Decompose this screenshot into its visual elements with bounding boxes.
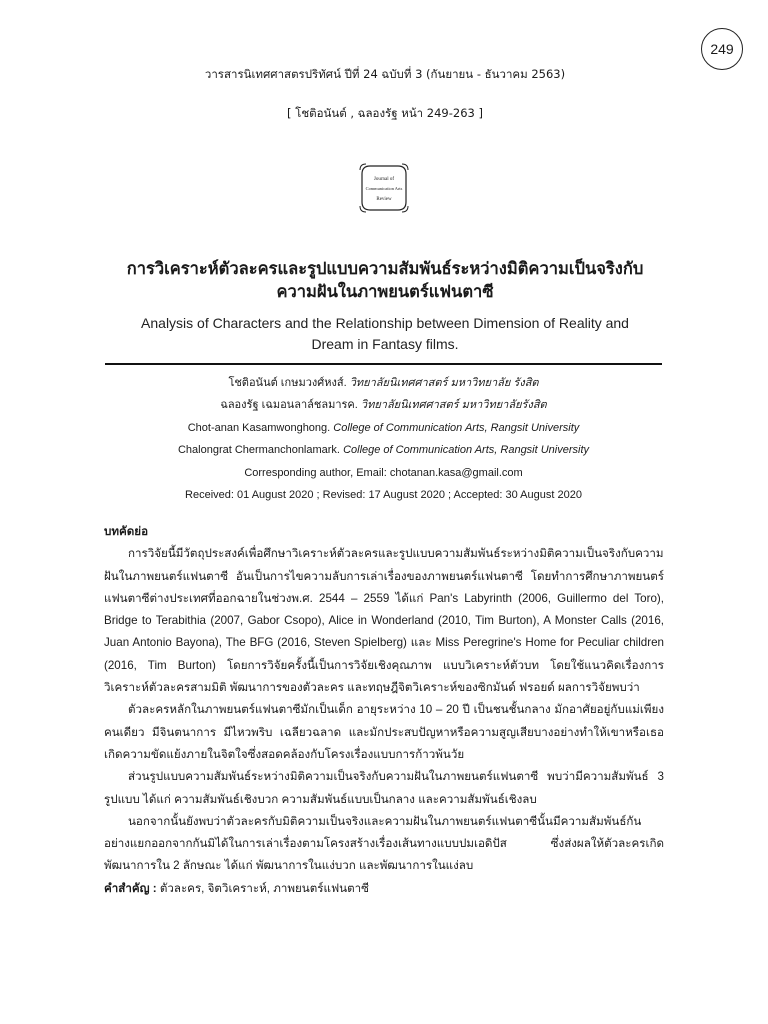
logo-text-line-2: Communication Arts <box>365 186 403 191</box>
author-thai-1-affiliation: วิทยาลัยนิเทศศาสตร์ มหาวิทยาลัย รังสิต <box>349 377 539 389</box>
abstract-paragraph-2: ตัวละครหลักในภาพยนตร์แฟนตาซีมักเป็นเด็ก อายุระหว่าง 10 – 20 ปี เป็นชนชั้นกลาง มักอาศัยอยู่กับแม่เพียงคนเดียว มีจินตนาการ มีไหวพริบ เฉลียวฉลาด และมักประสบปัญหาหรือความสูญเสียบางอย่างทำให้เขาหรือเธอเกิดความขัดแย้งภายในจิตใจซึ่งสอดคล้องกับโครงเรื่องแบบการก้าวพ้นวัย <box>104 703 664 761</box>
abstract-section <box>104 521 664 900</box>
logo-text-line-3: Review <box>376 197 392 202</box>
author-page-range: [ โชติอนันต์ , ฉลองรัฐ หน้า 249-263 ] <box>287 106 483 120</box>
page-number: 249 <box>701 28 743 70</box>
abstract-paragraph-3: ส่วนรูปแบบความสัมพันธ์ระหว่างมิติความเป็นจริงกับความฝันในภาพยนตร์แฟนตาซี พบว่ามีความสัมพันธ์ 3 รูปแบบ ได้แก่ ความสัมพันธ์เชิงบวก ความสัมพันธ์แบบเป็นกลาง และความสัมพันธ์เชิงลบ <box>104 770 664 806</box>
title-divider <box>105 363 662 365</box>
keywords-list: ตัวละคร, จิตวิเคราะห์, ภาพยนตร์แฟนตาซี <box>159 881 369 895</box>
keywords-label: คำสำคัญ : <box>104 881 157 895</box>
title-english-line-1: Analysis of Characters and the Relationship between Dimension of Reality and <box>141 315 629 331</box>
author-thai-2-affiliation: วิทยาลัยนิเทศศาสตร์ มหาวิทยาลัยรังสิต <box>360 399 547 412</box>
author-thai-2-name: ฉลองรัฐ เฉมอนลาล์ชลมารค. <box>220 399 358 412</box>
author-en-1-name: Chot-anan Kasamwonghong. <box>187 421 331 434</box>
title-english-line-2: Dream in Fantasy films. <box>311 336 459 352</box>
author-thai-2 <box>105 394 662 416</box>
journal-citation: วารสารนิเทศศาสตรปริทัศน์ ปีที่ 24 ฉบับที่ 3 (กันยายน - ธันวาคม 2563) <box>204 67 566 81</box>
keywords-line <box>104 878 664 900</box>
corresponding-author: Corresponding author, Email: chotanan.kasa@gmail.com <box>244 466 523 479</box>
author-en-1-affiliation: College of Communication Arts, Rangsit University <box>333 421 580 434</box>
logo-text-line-1: Journal of <box>373 177 395 182</box>
title-thai-line-2: ความฝันในภาพยนตร์แฟนตาซี <box>276 282 494 301</box>
author-en-2-affiliation: College of Communication Arts, Rangsit University <box>343 444 590 457</box>
submission-dates: Received: 01 August 2020 ; Revised: 17 August 2020 ; Accepted: 30 August 2020 <box>185 489 582 502</box>
author-block <box>105 372 662 506</box>
abstract-paragraph-1: การวิจัยนี้มีวัตถุประสงค์เพื่อศึกษาวิเคราะห์ตัวละครและรูปแบบความสัมพันธ์ระหว่างมิติความเป็นจริงกับความฝันในภาพยนตร์แฟนตาซี อันเป็นการไขความลับการเล่าเรื่องของภาพยนตร์แฟนตาซี โดยทำการศึกษาภาพยนตร์แฟนตาซีต่างประเทศที่ออกฉายในช่วงพ.ศ. 2544 – 2559 ได้แก่ Pan's Labyrinth (2006, Guillermo del Toro), Bridge to Terabithia (2007, Gabor Csopo), Alice in Wonderland (2010, Tim Burton), A Monster Calls (2016, Juan Antonio Bayona), The BFG (2016, Steven Spielberg) และ Miss Peregrine's Home for Peculiar children (2016, Tim Burton) โดยการวิจัยครั้งนี้เป็นการวิจัยเชิงคุณภาพ แบบวิเคราะห์ตัวบท โดยใช้แนวคิดเรื่องการวิเคราะห์ตัวละครสามมิติ พัฒนาการของตัวละคร และทฤษฎีจิตวิเคราะห์ของซิกมันด์ ฟรอยด์ ผลการวิจัยพบว่า <box>104 547 664 695</box>
author-en-2 <box>105 439 662 461</box>
title-english <box>90 313 680 355</box>
title-thai <box>90 257 680 303</box>
author-thai-1 <box>105 372 662 394</box>
title-thai-line-1: การวิเคราะห์ตัวละครและรูปแบบความสัมพันธ์ระหว่างมิติความเป็นจริงกับ <box>126 259 644 278</box>
abstract-paragraph-4: นอกจากนั้นยังพบว่าตัวละครกับมิติความเป็นจริงและความฝันในภาพยนตร์แฟนตาซีนั้นมีความสัมพันธ์กันอย่างแยกออกจากกันมิได้ในการเล่าเรื่องตามโครงสร้างเรื่องเส้นทางแบบปมเอดิปัส ซึ่งส่งผลให้ตัวละครเกิดพัฒนาการใน 2 ลักษณะ ได้แก่ พัฒนาการในแง่บวก และพัฒนาการในแง่ลบ <box>104 814 664 873</box>
author-en-1 <box>105 417 662 439</box>
abstract-heading: บทคัดย่อ <box>104 525 149 538</box>
author-thai-1-name: โชติอนันต์ เกษมวงศ์หงส์. <box>228 377 347 389</box>
journal-logo <box>356 160 412 216</box>
author-en-2-name: Chalongrat Chermanchonlamark. <box>177 444 340 457</box>
